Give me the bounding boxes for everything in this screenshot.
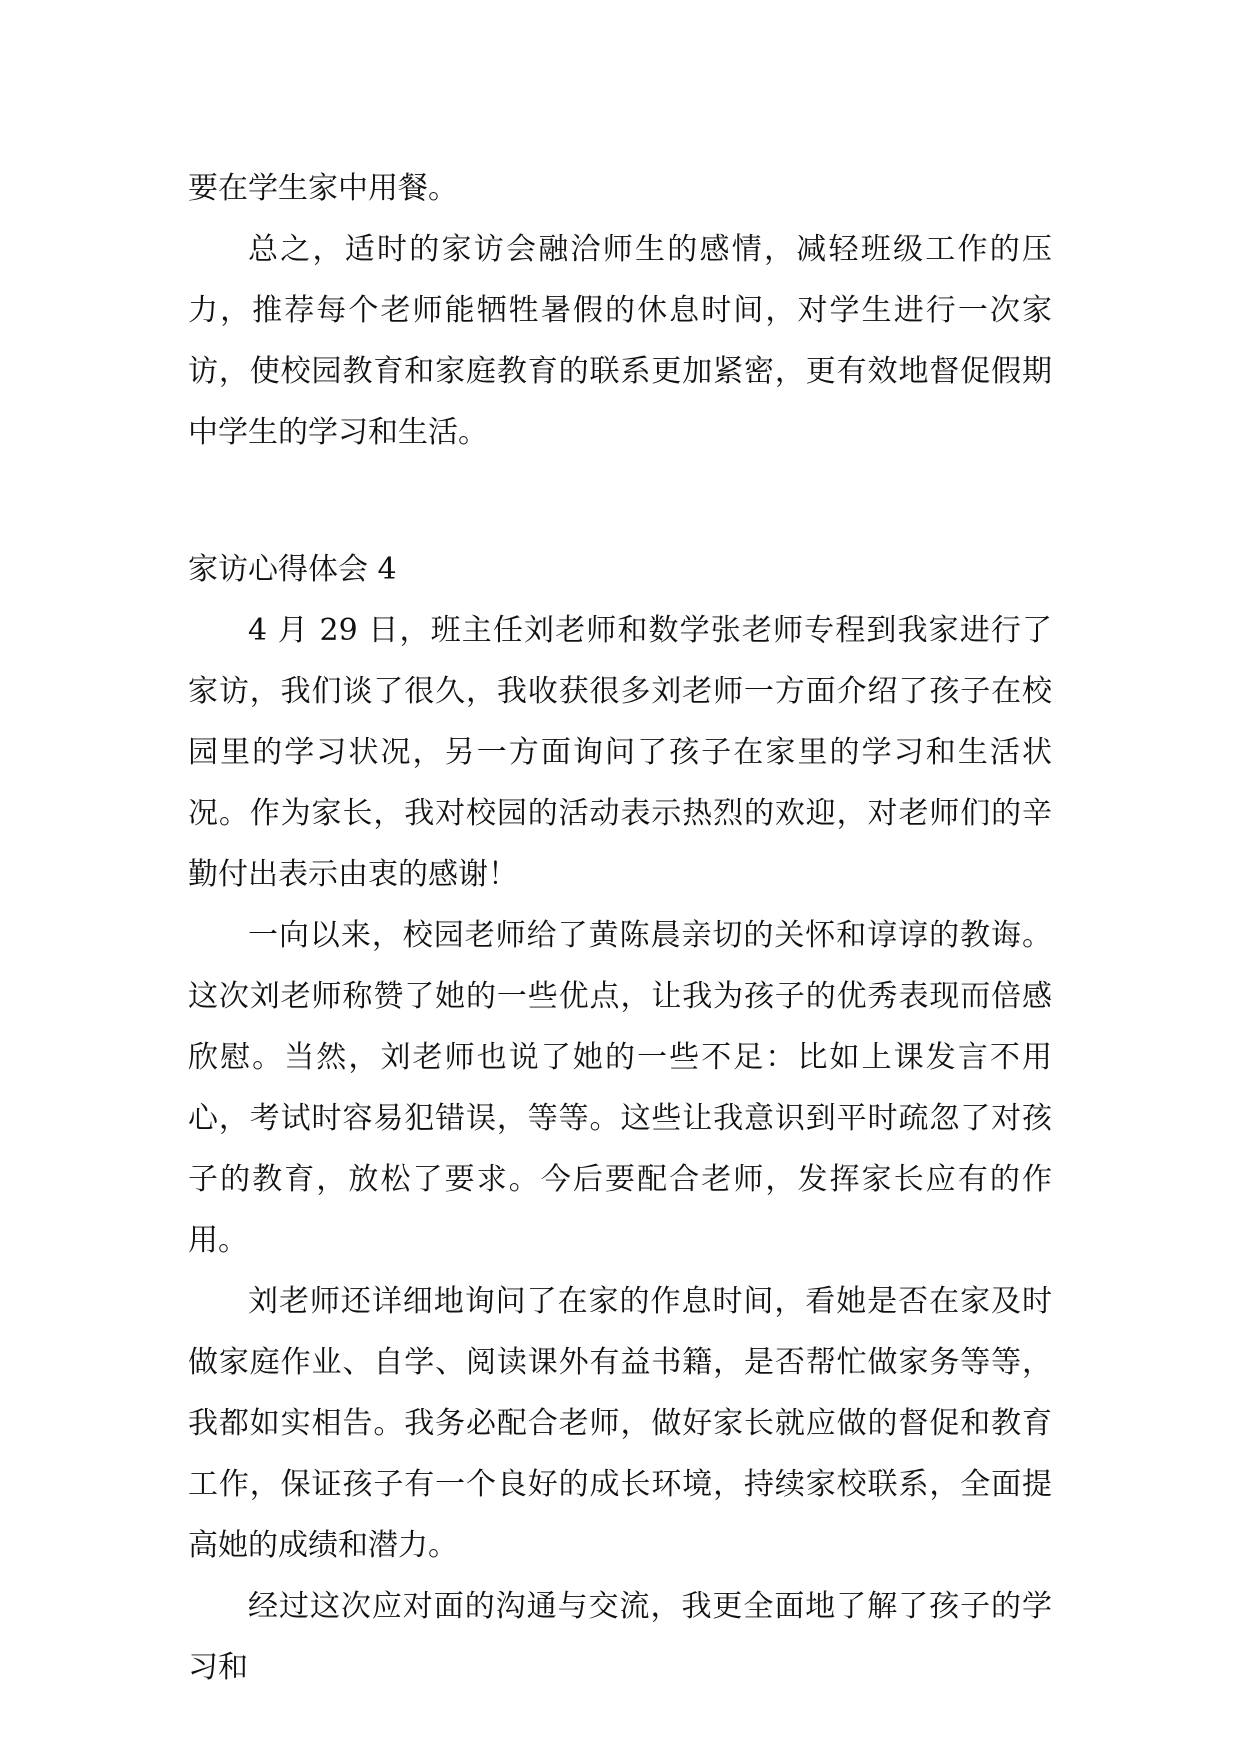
- document-body: [188, 158, 1052, 1698]
- paragraph: 4 月 29 日，班主任刘老师和数学张老师专程到我家进行了家访，我们谈了很久，我收获很多刘老师一方面介绍了孩子在校园里的学习状况，另一方面询问了孩子在家里的学习和生活状况。作为家长，我对校园的活动表示热烈的欢迎，对老师们的辛勤付出表示由衷的感谢！: [188, 613, 1052, 892]
- paragraph: 经过这次应对面的沟通与交流，我更全面地了解了孩子的学习和: [188, 1589, 1052, 1685]
- section-title: 家访心得体会 4: [188, 552, 397, 587]
- paragraph: 一向以来，校园老师给了黄陈晨亲切的关怀和谆谆的教诲。这次刘老师称赞了她的一些优点，让我为孩子的优秀表现而倍感欣慰。当然，刘老师也说了她的一些不足：比如上课发言不用心，考试时容易犯错误，等等。这些让我意识到平时疏忽了对孩子的教育，放松了要求。今后要配合老师，发挥家长应有的作用。: [188, 918, 1052, 1258]
- paragraph: 总之，适时的家访会融洽师生的感情，减轻班级工作的压力，推荐每个老师能牺牲暑假的休息时间，对学生进行一次家访，使校园教育和家庭教育的联系更加紧密，更有效地督促假期中学生的学习和生活。: [188, 232, 1052, 450]
- paragraph: 要在学生家中用餐。: [188, 171, 458, 206]
- paragraph: 刘老师还详细地询问了在家的作息时间，看她是否在家及时做家庭作业、自学、阅读课外有益书籍，是否帮忙做家务等等，我都如实相告。我务必配合老师，做好家长就应做的督促和教育工作，保证孩子有一个良好的成长环境，持续家校联系，全面提高她的成绩和潜力。: [188, 1284, 1052, 1563]
